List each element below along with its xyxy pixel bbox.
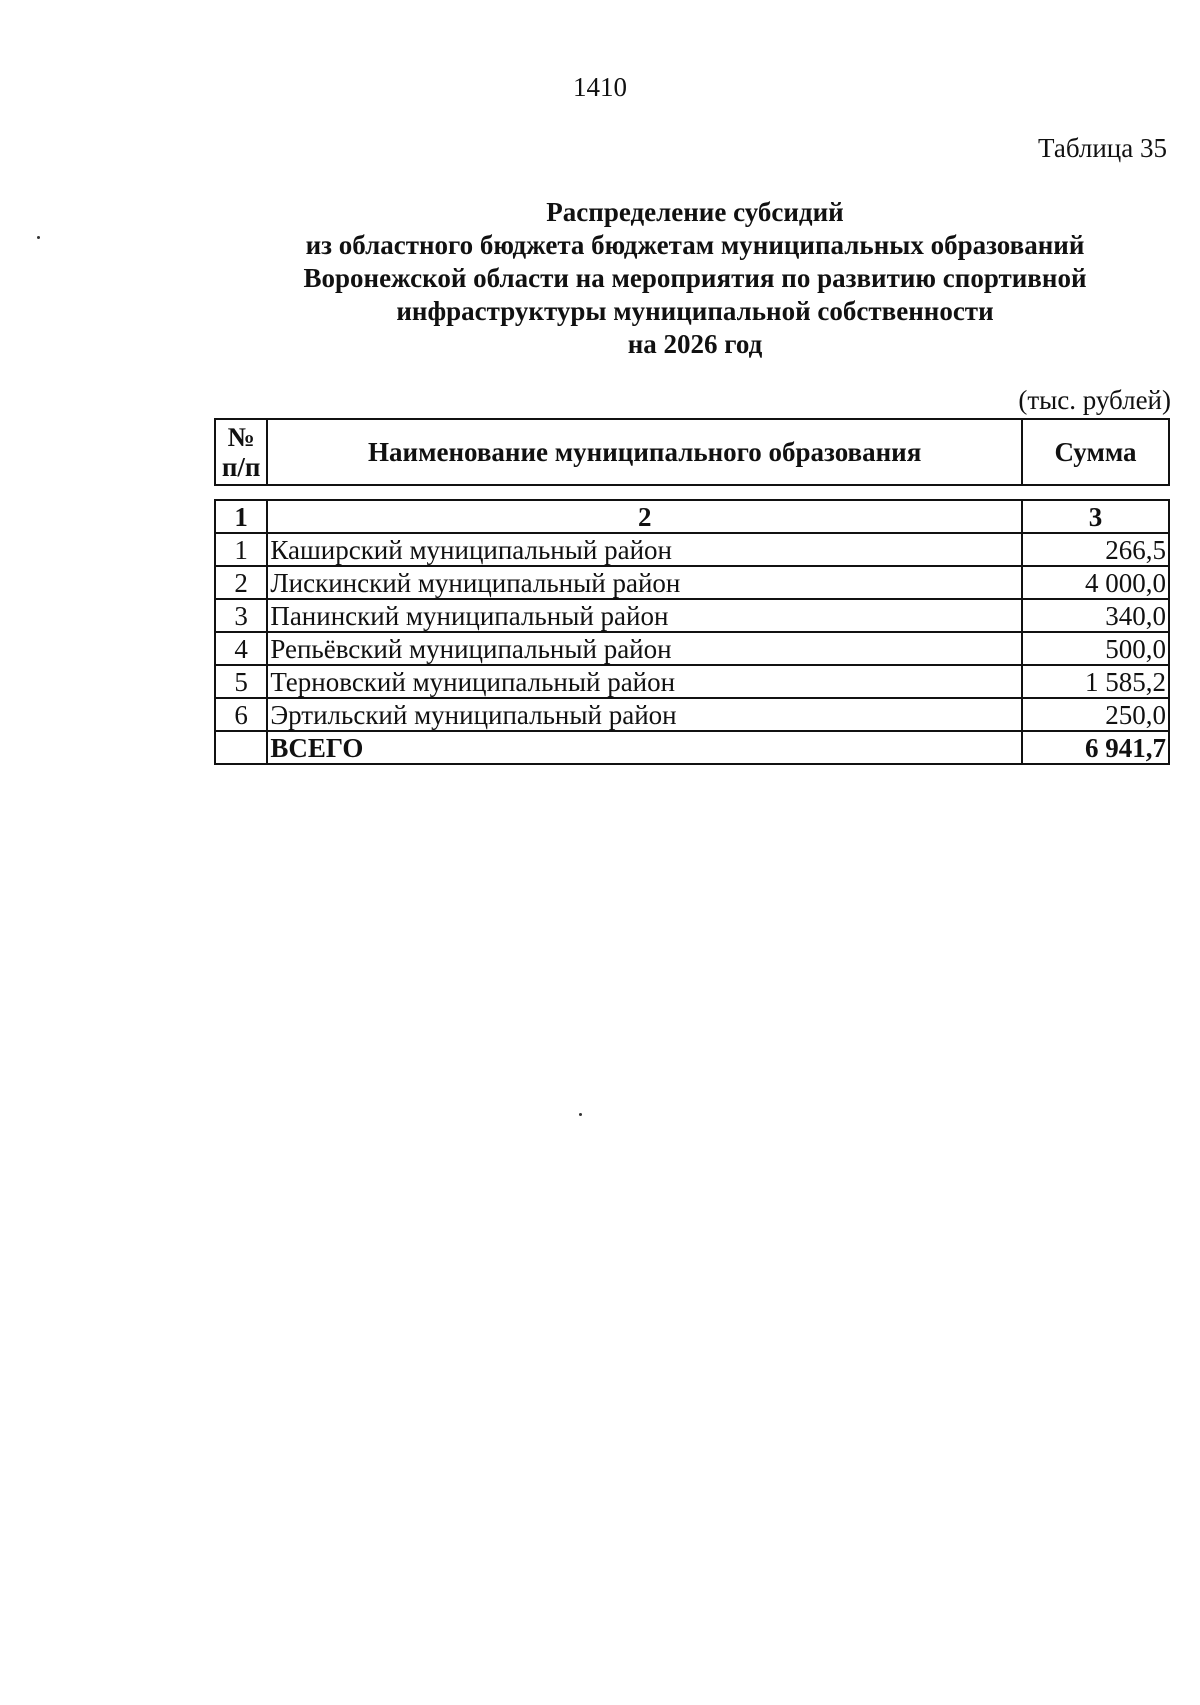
- header-row: [215, 419, 1169, 485]
- row-name: Репьёвский муниципальный район: [267, 632, 1022, 665]
- scan-speck: [579, 1113, 582, 1116]
- row-sum: 340,0: [1022, 599, 1169, 632]
- title-line: Распределение субсидий: [546, 197, 844, 227]
- table-row: [215, 698, 1169, 731]
- column-number-row: [215, 500, 1169, 533]
- title-line: Воронежской области на мероприятия по развитию спортивной: [303, 263, 1087, 293]
- row-name: Терновский муниципальный район: [267, 665, 1022, 698]
- row-sum: 250,0: [1022, 698, 1169, 731]
- total-label: ВСЕГО: [267, 731, 1022, 764]
- total-sum: 6 941,7: [1022, 731, 1169, 764]
- column-number-cell: 1: [215, 500, 267, 533]
- title-line: инфраструктуры муниципальной собственности: [396, 296, 994, 326]
- column-number-cell: 3: [1022, 500, 1169, 533]
- row-sum: 4 000,0: [1022, 566, 1169, 599]
- header-number-symbol: №: [227, 422, 255, 452]
- row-number: 1: [215, 533, 267, 566]
- header-number-cell: [215, 419, 267, 485]
- title-line: из областного бюджета бюджетам муниципальных образований: [305, 230, 1085, 260]
- row-sum: 266,5: [1022, 533, 1169, 566]
- row-name: Эртильский муниципальный район: [267, 698, 1022, 731]
- row-number: 4: [215, 632, 267, 665]
- header-name-cell: Наименование муниципального образования: [267, 419, 1022, 485]
- row-name: Каширский муниципальный район: [267, 533, 1022, 566]
- table-row: [215, 599, 1169, 632]
- scan-speck: [37, 236, 40, 239]
- table-row: [215, 632, 1169, 665]
- column-number-cell: 2: [267, 500, 1022, 533]
- row-number: 6: [215, 698, 267, 731]
- total-number: [215, 731, 267, 764]
- table-number: Таблица 35: [1038, 133, 1167, 163]
- table-row: [215, 665, 1169, 698]
- data-table: [214, 499, 1170, 765]
- page-number: 1410: [573, 72, 627, 102]
- row-sum: 1 585,2: [1022, 665, 1169, 698]
- row-number: 5: [215, 665, 267, 698]
- total-row: [215, 731, 1169, 764]
- header-number-abbrev: п/п: [221, 452, 261, 482]
- row-number: 2: [215, 566, 267, 599]
- document-title: [195, 196, 1195, 361]
- row-sum: 500,0: [1022, 632, 1169, 665]
- units-label: (тыс. рублей): [1018, 385, 1171, 415]
- row-number: 3: [215, 599, 267, 632]
- row-name: Лискинский муниципальный район: [267, 566, 1022, 599]
- row-name: Панинский муниципальный район: [267, 599, 1022, 632]
- table-header: [214, 418, 1170, 486]
- table-row: [215, 533, 1169, 566]
- table-row: [215, 566, 1169, 599]
- title-line: на 2026 год: [627, 329, 763, 359]
- header-sum-cell: Сумма: [1022, 419, 1169, 485]
